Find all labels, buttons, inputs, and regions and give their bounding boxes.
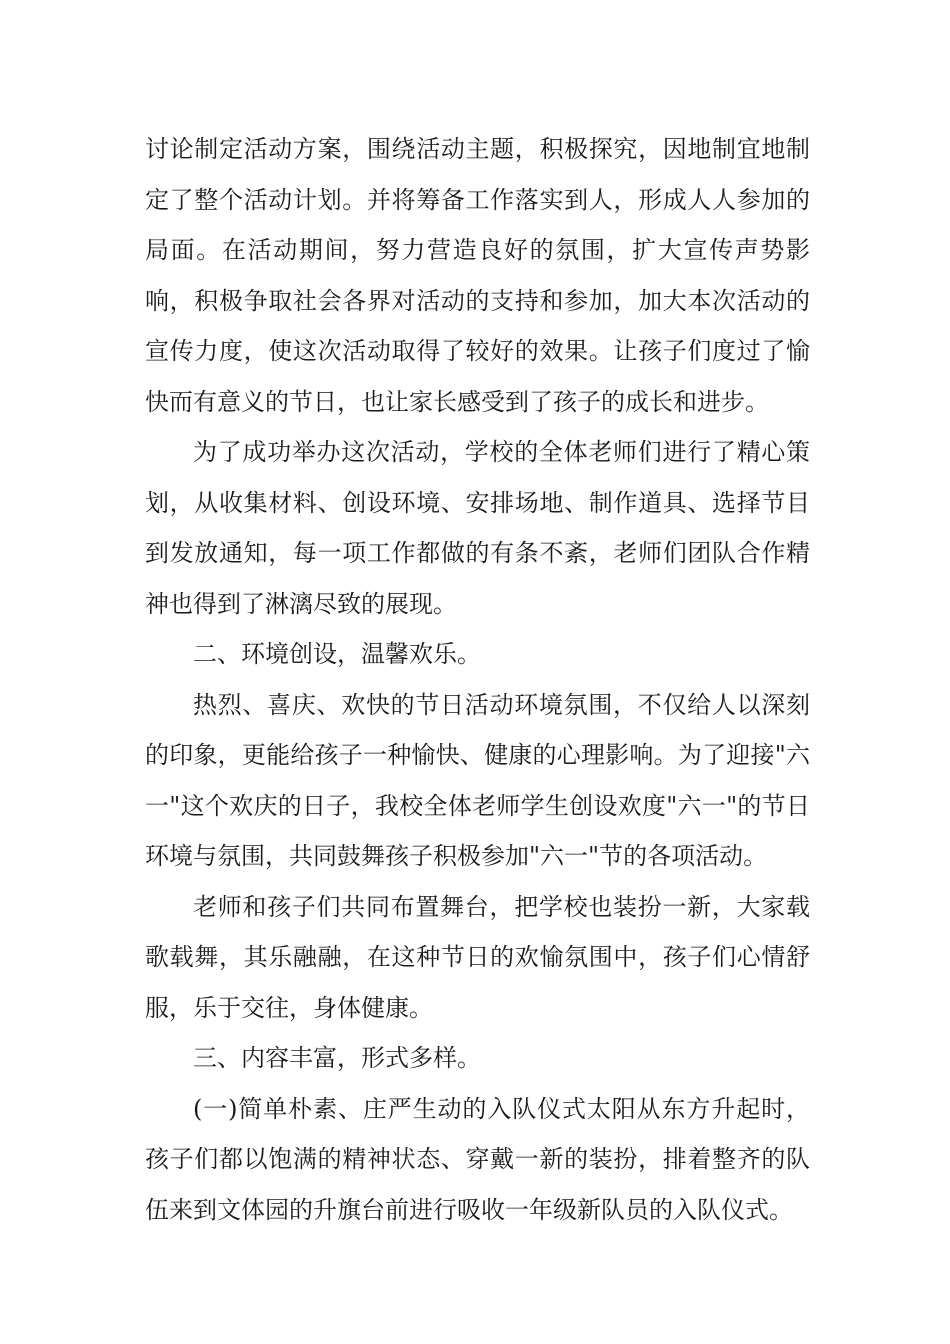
paragraph-continuation: 讨论制定活动方案，围绕活动主题，积极探究，因地制宜地制定了整个活动计划。并将筹备工作落实到人，形成人人参加的局面。在活动期间，努力营造良好的氛围，扩大宣传声势影响，积极争取社会各界对活动的支持和参加，加大本次活动的宣传力度，使这次活动取得了较好的效果。让孩子们度过了愉快而有意义的节日，也让家长感受到了孩子的成长和进步。 <box>145 135 810 416</box>
paragraph-stage: 老师和孩子们共同布置舞台，把学校也装扮一新，大家载歌载舞，其乐融融，在这种节日的欢愉氛围中，孩子们心情舒服，乐于交往，身体健康。 <box>145 892 810 1022</box>
paragraph-environment: 热烈、喜庆、欢快的节日活动环境氛围，不仅给人以深刻的印象，更能给孩子一种愉快、健康的心理影响。为了迎接"六一"这个欢庆的日子，我校全体老师学生创设欢度"六一"的节日环境与氛围，共同鼓舞孩子积极参加"六一"节的各项活动。 <box>145 690 810 870</box>
paragraph-planning: 为了成功举办这次活动，学校的全体老师们进行了精心策划，从收集材料、创设环境、安排场地、制作道具、选择节目到发放通知，每一项工作都做的有条不紊，老师们团队合作精神也得到了淋漓尽致的展现。 <box>145 438 810 618</box>
section-heading-content: 三、内容丰富，形式多样。 <box>193 1044 481 1072</box>
paragraph-ceremony: (一)简单朴素、庄严生动的入队仪式太阳从东方升起时，孩子们都以饱满的精神状态、穿戴一新的装扮，排着整齐的队伍来到文体园的升旗台前进行吸收一年级新队员的入队仪式。 <box>145 1094 810 1224</box>
section-heading-environment: 二、环境创设，温馨欢乐。 <box>193 640 481 668</box>
document-body <box>145 124 810 1235</box>
